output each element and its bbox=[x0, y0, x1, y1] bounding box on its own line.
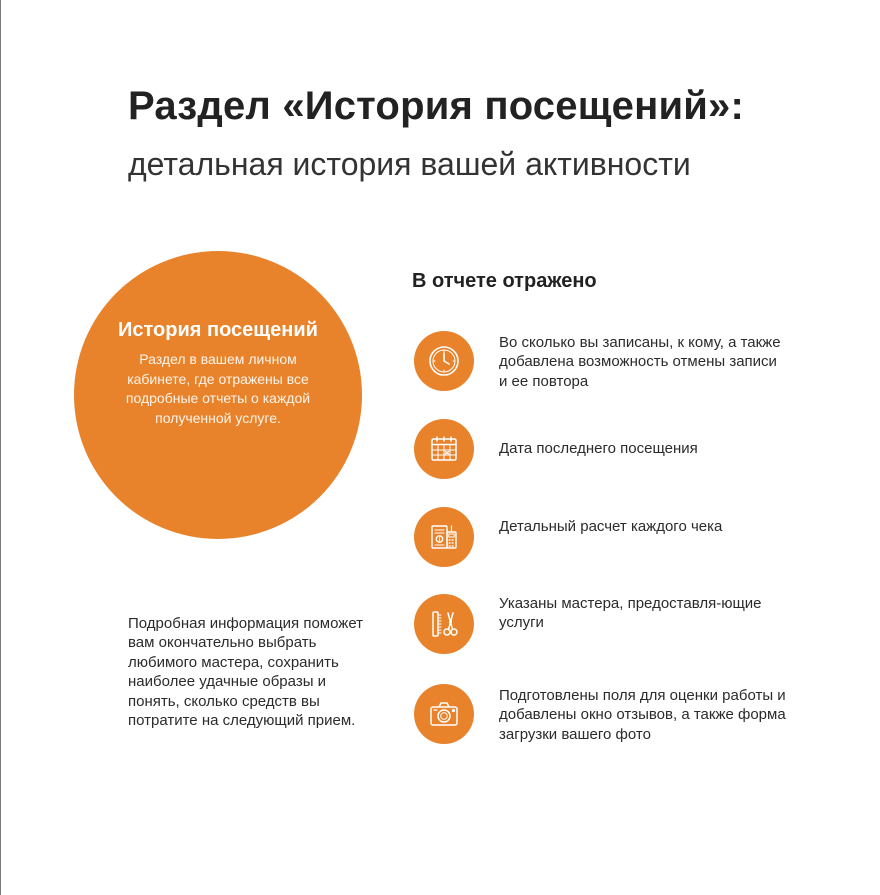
page-title: Раздел «История посещений»: bbox=[128, 84, 745, 128]
report-item-text: Во сколько вы записаны, к кому, а также добавлена возможность отмены записи и ее повтора bbox=[499, 334, 781, 390]
clock-icon bbox=[414, 331, 474, 391]
circle-title: История посещений bbox=[118, 319, 318, 341]
report-item-text: Детальный расчет каждого чека bbox=[499, 518, 723, 535]
report-item-text: Подготовлены поля для оценки работы и добавлены окно отзывов, а также форма загрузки вашего фото bbox=[499, 687, 786, 743]
page-subtitle: детальная история вашей активности bbox=[128, 146, 691, 182]
report-item-text: Дата последнего посещения bbox=[499, 440, 698, 457]
history-circle bbox=[74, 251, 362, 539]
circle-description: Раздел в вашем личном кабинете, где отражены все подробные отчеты о каждой полученной услуге. bbox=[125, 351, 311, 426]
report-item-text: Указаны мастера, предоставля-ющие услуги bbox=[499, 595, 762, 632]
camera-icon bbox=[414, 684, 474, 744]
receipt-calculator-icon bbox=[414, 507, 474, 567]
left-border-line bbox=[0, 0, 1, 895]
report-heading: В отчете отражено bbox=[412, 270, 597, 292]
comb-scissors-icon bbox=[414, 594, 474, 654]
info-paragraph: Подробная информация поможет вам окончательно выбрать любимого мастера, сохранить наиболее удачные образы и понять, сколько средств вы потратите на следующий прием. bbox=[128, 615, 364, 730]
calendar-icon bbox=[414, 419, 474, 479]
